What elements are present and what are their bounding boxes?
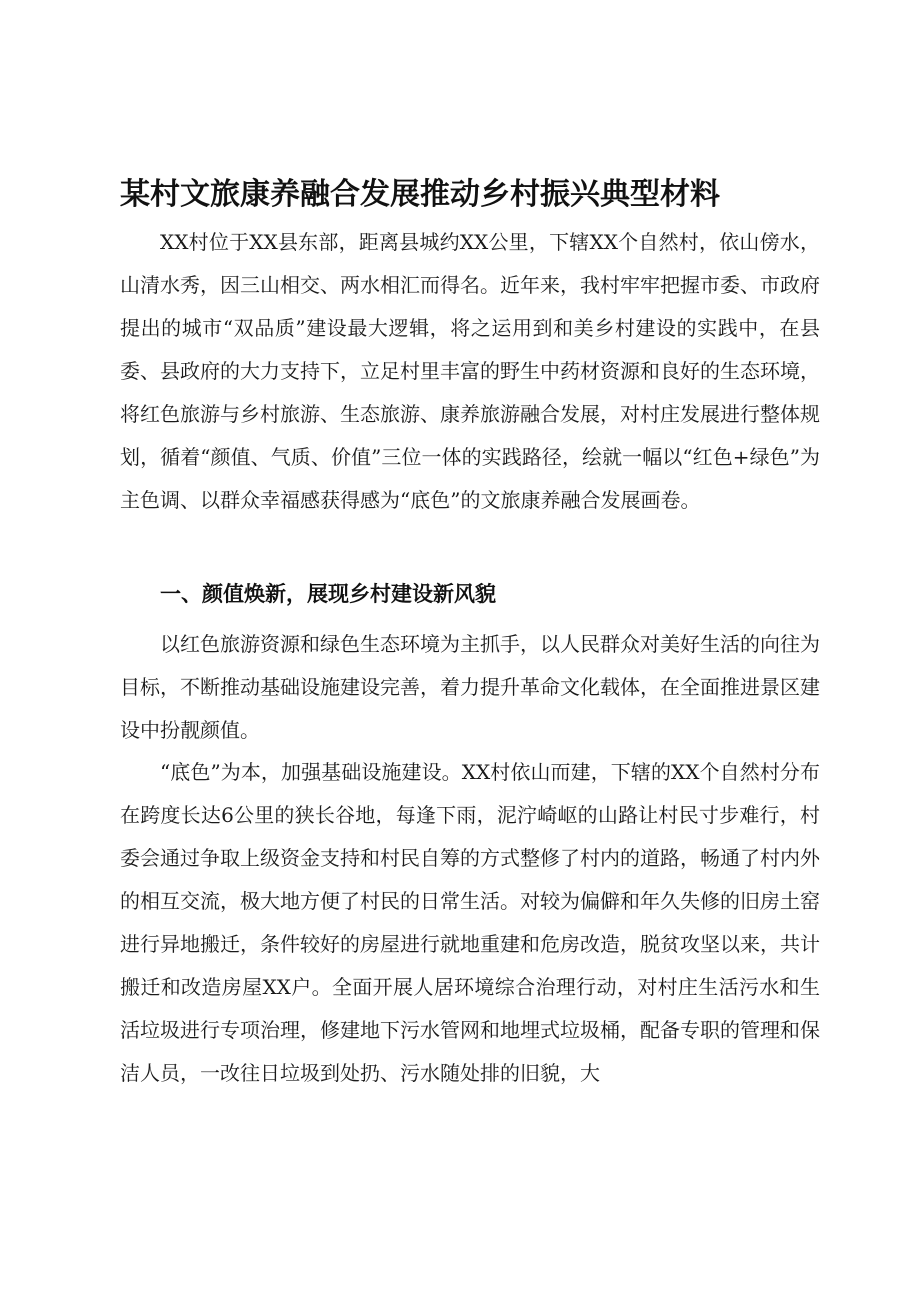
section-heading: 一、颜值焕新，展现乡村建设新风貌 — [160, 582, 496, 606]
document-title: 某村文旅康养融合发展推动乡村振兴典型材料 — [120, 177, 720, 212]
infrastructure-paragraph: “底色”为本，加强基础设施建设。XX村依山而建，下辖的XX个自然村分布在跨度长达6公里的狭长谷地，每逢下雨，泥泞崎岖的山路让村民寸步难行，村委会通过争取上级资金支持和村民自筹的方式整修了村内的道路，畅通了村内外的相互交流，极大地方便了村民的日常生活。对较为偏僻和年久失修的旧房土窑进行异地搬迁，条件较好的房屋进行就地重建和危房改造，脱贫攻坚以来，共计搬迁和改造房屋XX户。全面开展人居环境综合治理行动，对村庄生活污水和生活垃圾进行专项治理，修建地下污水管网和地埋式垃圾桶，配备专职的管理和保洁人员，一改往日垃圾到处扔、污水随处排的旧貌，大 — [120, 760, 820, 1085]
intro-paragraph: XX村位于XX县东部，距离县城约XX公里，下辖XX个自然村，依山傍水，山清水秀，因三山相交、两水相汇而得名。近年来，我村牢牢把握市委、市政府提出的城市“双品质”建设最大逻辑，将之运用到和美乡村建设的实践中，在县委、县政府的大力支持下，立足村里丰富的野生中药材资源和良好的生态环境，将红色旅游与乡村旅游、生态旅游、康养旅游融合发展，对村庄发展进行整体规划，循着“颜值、气质、价值”三位一体的实践路径，绘就一幅以“红色+绿色”为主色调、以群众幸福感获得感为“底色”的文旅康养融合发展画卷。 — [120, 230, 820, 512]
section-intro-paragraph: 以红色旅游资源和绿色生态环境为主抓手，以人民群众对美好生活的向往为目标，不断推动基础设施建设完善，着力提升革命文化载体，在全面推进景区建设中扮靓颜值。 — [120, 632, 820, 742]
